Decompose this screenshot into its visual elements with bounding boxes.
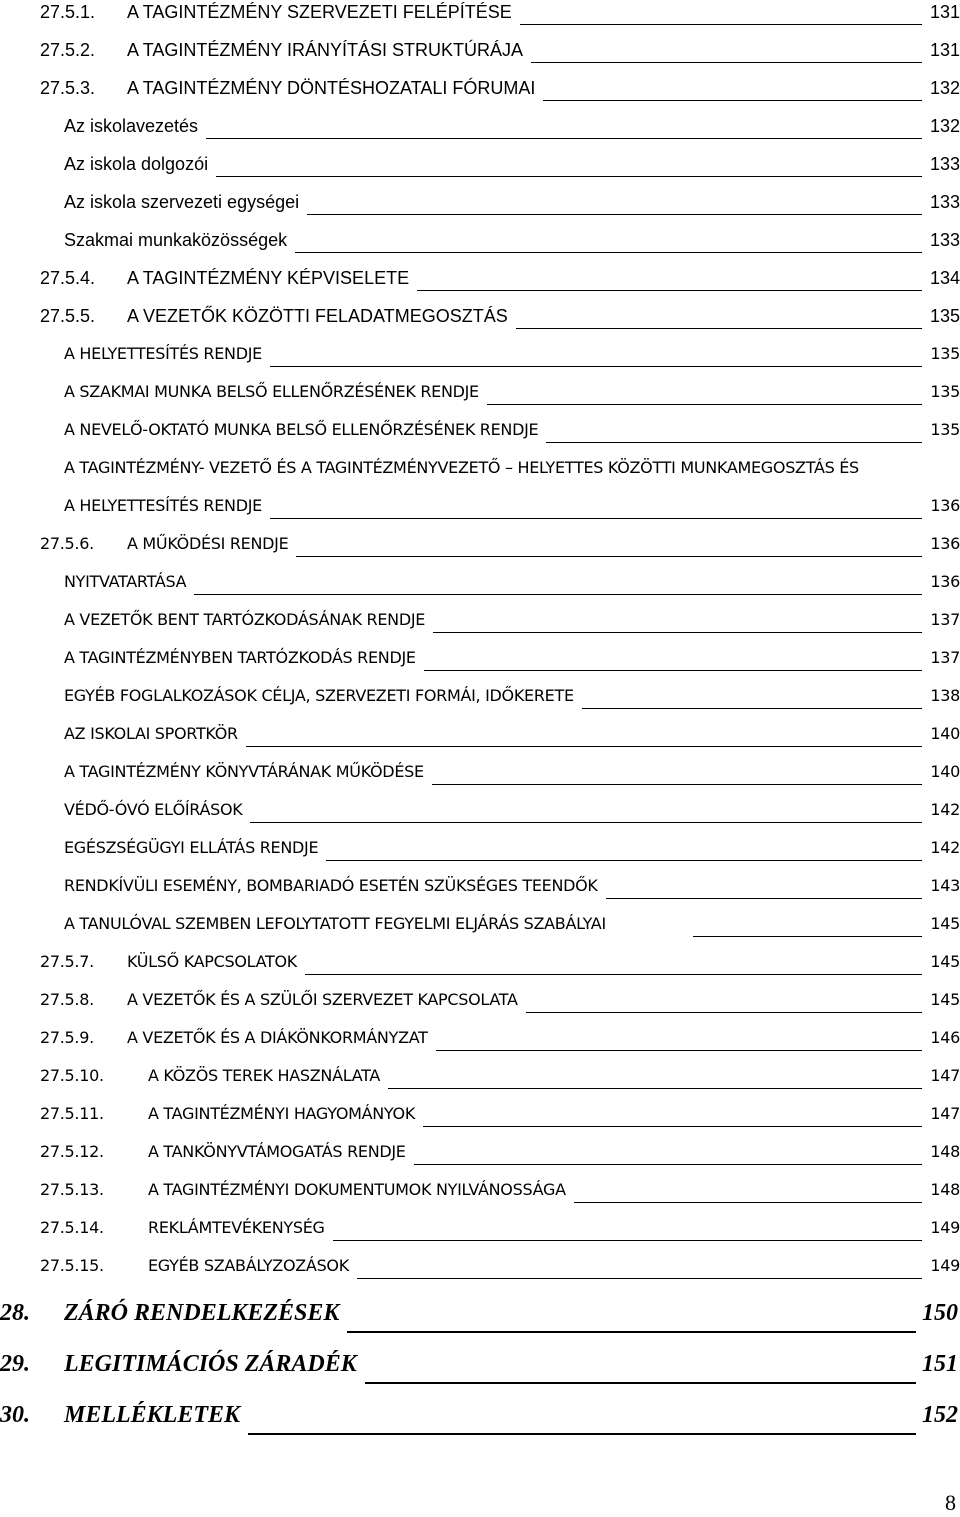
toc-entry: [0, 114, 960, 148]
toc-entry-page-number: 132: [929, 78, 960, 98]
toc-leader-line: [520, 24, 922, 25]
toc-entry: [0, 1254, 960, 1288]
toc-entry-page-number: 131: [929, 40, 960, 60]
toc-leader-line: [206, 138, 922, 139]
toc-leader-line: [295, 252, 922, 253]
toc-leader-line: [531, 62, 922, 63]
toc-entry-page-number: 147: [930, 1104, 960, 1123]
toc-entry: [0, 912, 960, 946]
toc-entry-page-number: 131: [929, 2, 960, 22]
toc-entry-title: A TAGINTÉZMÉNYI HAGYOMÁNYOK: [148, 1104, 416, 1123]
toc-entry: [0, 874, 960, 908]
toc-entry-page-number: 136: [930, 572, 960, 591]
toc-entry-page-number: 135: [930, 344, 960, 363]
toc-entry-title: A TAGINTÉZMÉNY SZERVEZETI FELÉPÍTÉSE: [127, 2, 512, 22]
toc-entry: [0, 570, 960, 604]
toc-entry: [0, 266, 960, 300]
toc-entry-page-number: 135: [930, 420, 960, 439]
toc-entry-title: REKLÁMTEVÉKENYSÉG: [148, 1218, 325, 1237]
toc-entry: [0, 76, 960, 110]
toc-entry-page-number: 147: [930, 1066, 960, 1085]
toc-leader-line: [246, 746, 922, 747]
toc-entry-number: 27.5.8.: [40, 990, 94, 1009]
toc-entry-title: VÉDŐ-ÓVÓ ELŐÍRÁSOK: [64, 800, 243, 819]
toc-entry-title: A KÖZÖS TEREK HASZNÁLATA: [148, 1066, 380, 1085]
toc-entry-title: Szakmai munkaközösségek: [64, 230, 288, 250]
toc-leader-line: [693, 936, 922, 937]
toc-entry-title: EGYÉB FOGLALKOZÁSOK CÉLJA, SZERVEZETI FORMÁI, IDŐKERETE: [64, 686, 574, 705]
toc-entry-page-number: 145: [930, 952, 960, 971]
toc-entry-page-number: 140: [930, 762, 960, 781]
toc-entry-page-number: 145: [930, 914, 960, 933]
toc-entry-page-number: 138: [930, 686, 960, 705]
toc-leader-line: [388, 1088, 922, 1089]
toc-entry-number: 27.5.1.: [40, 2, 96, 22]
toc-entry: [0, 1064, 960, 1098]
toc-entry-page-number: 132: [929, 116, 960, 136]
toc-entry-title: Az iskola szervezeti egységei: [64, 192, 300, 212]
toc-entry: [0, 760, 960, 794]
toc-entry-title: A VEZETŐK BENT TARTÓZKODÁSÁNAK RENDJE: [64, 610, 426, 629]
toc-leader-line: [357, 1278, 922, 1279]
toc-entry-page-number: 137: [930, 648, 960, 667]
toc-entry-number: 27.5.12.: [40, 1142, 104, 1161]
toc-entry: [0, 646, 960, 680]
toc-entry: [0, 1351, 960, 1391]
toc-entry-number: 27.5.15.: [40, 1256, 104, 1275]
toc-entry-number: 30.: [0, 1402, 30, 1428]
toc-leader-line: [543, 100, 922, 101]
toc-entry-number: 29.: [0, 1351, 30, 1377]
toc-entry-title: A SZAKMAI MUNKA BELSŐ ELLENŐRZÉSÉNEK RENDJE: [64, 382, 479, 401]
toc-entry-page-number: 151: [922, 1351, 958, 1377]
toc-entry-title: A VEZETŐK ÉS A SZÜLŐI SZERVEZET KAPCSOLATA: [127, 990, 518, 1009]
toc-entry-page-number: 150: [922, 1300, 958, 1326]
toc-entry: [0, 304, 960, 338]
toc-entry: [0, 532, 960, 566]
toc-entry-title: A TAGINTÉZMÉNYBEN TARTÓZKODÁS RENDJE: [64, 648, 416, 667]
toc-entry-page-number: 134: [929, 268, 960, 288]
toc-entry: [0, 380, 960, 414]
toc-leader-line: [326, 860, 922, 861]
toc-entry: [0, 0, 960, 34]
toc-entry: [0, 684, 960, 718]
toc-entry: [0, 152, 960, 186]
toc-entry: [0, 190, 960, 224]
toc-entry-title: A TANULÓVAL SZEMBEN LEFOLYTATOTT FEGYELMI ELJÁRÁS SZABÁLYAI: [64, 914, 606, 933]
toc-entry-number: 27.5.4.: [40, 268, 96, 288]
toc-entry-title: MELLÉKLETEK: [64, 1402, 241, 1428]
toc-leader-line: [487, 404, 922, 405]
toc-entry-number: 27.5.2.: [40, 40, 96, 60]
toc-entry-title: EGYÉB SZABÁLYZOZÁSOK: [148, 1256, 349, 1275]
toc-leader-line: [248, 1433, 916, 1435]
toc-leader-line: [516, 328, 922, 329]
toc-entry-title: A HELYETTESÍTÉS RENDJE: [64, 344, 262, 363]
toc-entry-number: 27.5.9.: [40, 1028, 94, 1047]
toc-leader-line: [333, 1240, 922, 1241]
toc-entry: [0, 608, 960, 642]
toc-entry-page-number: 137: [930, 610, 960, 629]
toc-entry-page-number: 136: [930, 496, 960, 515]
toc-entry: [0, 342, 960, 376]
toc-entry-title: A VEZETŐK KÖZÖTTI FELADATMEGOSZTÁS: [127, 306, 508, 326]
toc-entry: [0, 1026, 960, 1060]
toc-entry: [0, 1216, 960, 1250]
toc-entry-title: LEGITIMÁCIÓS ZÁRADÉK: [64, 1351, 357, 1377]
toc-entry-title: A VEZETŐK ÉS A DIÁKÖNKORMÁNYZAT: [127, 1028, 428, 1047]
toc-entry-number: 27.5.10.: [40, 1066, 104, 1085]
toc-entry-page-number: 133: [929, 230, 960, 250]
toc-entry-page-number: 140: [930, 724, 960, 743]
toc-leader-line: [526, 1012, 922, 1013]
toc-entry: [0, 494, 960, 528]
toc-entry: [0, 1178, 960, 1212]
toc-leader-line: [436, 1050, 922, 1051]
page-number: 8: [945, 1490, 956, 1515]
toc-entry-number: 27.5.11.: [40, 1104, 104, 1123]
toc-entry-page-number: 148: [930, 1142, 960, 1161]
toc-leader-line: [423, 1126, 922, 1127]
toc-entry: [0, 418, 960, 452]
toc-entry-number: 27.5.3.: [40, 78, 96, 98]
toc-entry: [0, 456, 960, 490]
toc-entry-page-number: 149: [930, 1218, 960, 1237]
toc-entry-page-number: 142: [930, 800, 960, 819]
toc-leader-line: [365, 1382, 916, 1384]
toc-leader-line: [433, 632, 922, 633]
toc-entry-number: 27.5.14.: [40, 1218, 104, 1237]
toc-entry-title: A TAGINTÉZMÉNY- VEZETŐ ÉS A TAGINTÉZMÉNYVEZETŐ – HELYETTES KÖZÖTTI MUNKAMEGOSZTÁS ÉS: [64, 458, 859, 477]
toc-leader-line: [270, 366, 922, 367]
toc-entry-title: ZÁRÓ RENDELKEZÉSEK: [64, 1300, 340, 1326]
toc-entry-page-number: 136: [930, 534, 960, 553]
toc-entry-page-number: 149: [930, 1256, 960, 1275]
toc-leader-line: [546, 442, 922, 443]
toc-entry: [0, 722, 960, 756]
toc-entry-number: 27.5.13.: [40, 1180, 104, 1199]
toc-entry-title: A NEVELŐ-OKTATÓ MUNKA BELSŐ ELLENŐRZÉSÉNEK RENDJE: [64, 420, 539, 439]
toc-entry: [0, 950, 960, 984]
toc-leader-line: [424, 670, 922, 671]
toc-entry: [0, 228, 960, 262]
toc-entry-title: NYITVATARTÁSA: [64, 572, 187, 591]
toc-entry-title: A TAGINTÉZMÉNY DÖNTÉSHOZATALI FÓRUMAI: [127, 78, 536, 98]
toc-leader-line: [574, 1202, 922, 1203]
toc-entry-title: A TAGINTÉZMÉNYI DOKUMENTUMOK NYILVÁNOSSÁGA: [148, 1180, 566, 1199]
toc-entry-number: 27.5.6.: [40, 534, 94, 553]
toc-entry-page-number: 146: [930, 1028, 960, 1047]
toc-entry: [0, 988, 960, 1022]
toc-leader-line: [414, 1164, 922, 1165]
toc-entry: [0, 1140, 960, 1174]
toc-entry-page-number: 142: [930, 838, 960, 857]
toc-entry-page-number: 152: [922, 1402, 958, 1428]
toc-entry-number: 28.: [0, 1300, 30, 1326]
toc-entry-page-number: 135: [929, 306, 960, 326]
toc-leader-line: [216, 176, 922, 177]
toc-entry-title: RENDKÍVÜLI ESEMÉNY, BOMBARIADÓ ESETÉN SZÜKSÉGES TEENDŐK: [64, 876, 598, 895]
toc-entry-page-number: 143: [930, 876, 960, 895]
toc-entry: [0, 1102, 960, 1136]
toc-leader-line: [606, 898, 922, 899]
toc-entry-title: EGÉSZSÉGÜGYI ELLÁTÁS RENDJE: [64, 838, 319, 857]
toc-entry-page-number: 133: [929, 154, 960, 174]
toc-entry-page-number: 133: [929, 192, 960, 212]
toc-entry: [0, 38, 960, 72]
toc-entry-title: Az iskolavezetés: [64, 116, 199, 136]
toc-entry-title: A TANKÖNYVTÁMOGATÁS RENDJE: [148, 1142, 406, 1161]
toc-leader-line: [270, 518, 922, 519]
toc-entry-title: KÜLSŐ KAPCSOLATOK: [127, 952, 297, 971]
toc-leader-line: [347, 1331, 916, 1333]
toc-entry: [0, 798, 960, 832]
toc-entry-title: A HELYETTESÍTÉS RENDJE: [64, 496, 262, 515]
toc-entry-title: A TAGINTÉZMÉNY KÖNYVTÁRÁNAK MŰKÖDÉSE: [64, 762, 424, 781]
toc-leader-line: [194, 594, 922, 595]
toc-entry-page-number: 148: [930, 1180, 960, 1199]
toc-leader-line: [250, 822, 922, 823]
toc-entry-title: Az iskola dolgozói: [64, 154, 209, 174]
toc-leader-line: [582, 708, 922, 709]
toc-entry-page-number: 145: [930, 990, 960, 1009]
toc-leader-line: [296, 556, 922, 557]
toc-entry-number: 27.5.7.: [40, 952, 94, 971]
toc-leader-line: [432, 784, 922, 785]
toc-entry-number: 27.5.5.: [40, 306, 96, 326]
toc-entry-title: AZ ISKOLAI SPORTKÖR: [64, 724, 238, 743]
toc-leader-line: [417, 290, 922, 291]
toc-entry: [0, 836, 960, 870]
toc-entry: [0, 1402, 960, 1442]
toc-entry-title: A MŰKÖDÉSI RENDJE: [127, 534, 289, 553]
toc-entry-title: A TAGINTÉZMÉNY KÉPVISELETE: [127, 268, 410, 288]
toc-entry: [0, 1300, 960, 1340]
toc-entry-page-number: 135: [930, 382, 960, 401]
toc-entry-title: A TAGINTÉZMÉNY IRÁNYÍTÁSI STRUKTÚRÁJA: [127, 40, 524, 60]
toc-leader-line: [307, 214, 922, 215]
toc-leader-line: [305, 974, 922, 975]
